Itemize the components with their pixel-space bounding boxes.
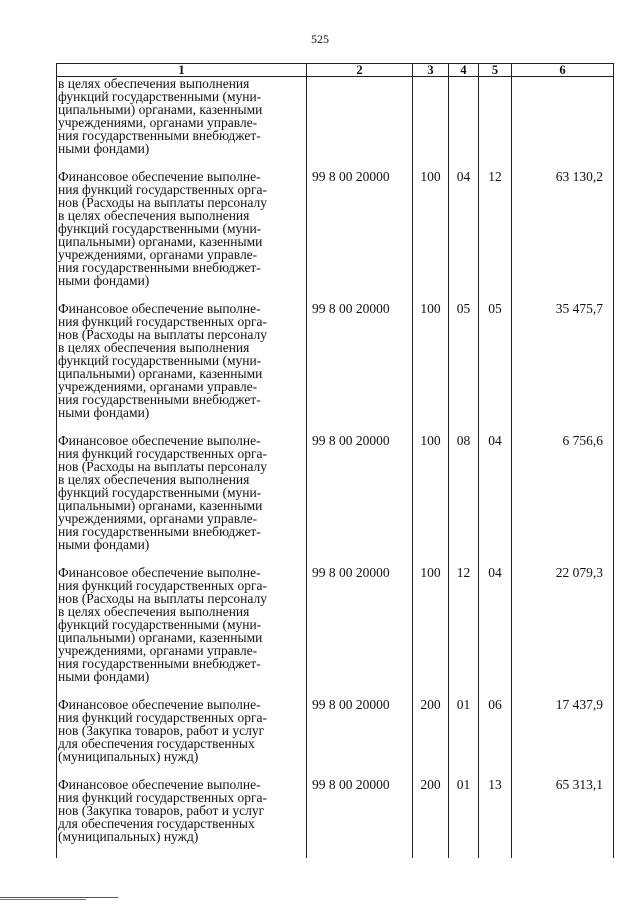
row-target-code: 99 8 00 20000 — [307, 566, 413, 698]
row-amount — [512, 77, 614, 171]
description-line: учреждениями, органами управле- — [58, 511, 258, 526]
description-line: нов (Расходы на выплаты персоналу — [58, 327, 267, 342]
description-line: ципальными) органами, казенными — [58, 630, 263, 645]
description-line: Финансовое обеспечение выполне- — [58, 777, 261, 792]
column-header-5: 5 — [479, 64, 512, 77]
row-expense-type: 100 — [413, 302, 449, 434]
description-line: ципальными) органами, казенными — [58, 366, 263, 381]
description-line: учреждениями, органами управле- — [58, 247, 258, 262]
table-row — [57, 170, 614, 302]
table-row — [57, 434, 614, 566]
row-expense-type: 100 — [413, 566, 449, 698]
description-line: (муниципальных) нужд) — [58, 749, 199, 764]
description-line: учреждениями, органами управле- — [58, 379, 258, 394]
description-line: нов (Расходы на выплаты персоналу — [58, 195, 267, 210]
description-line: для обеспечения государственных — [58, 816, 255, 831]
row-section: 04 — [449, 170, 479, 302]
description-line: ными фондами) — [58, 273, 150, 288]
row-description — [57, 302, 307, 434]
row-description — [57, 170, 307, 302]
row-section: 05 — [449, 302, 479, 434]
row-section: 01 — [449, 698, 479, 778]
description-line: нов (Закупка товаров, работ и услуг — [58, 803, 265, 818]
description-line: (муниципальных) нужд) — [58, 829, 199, 844]
row-subsection: 04 — [479, 434, 512, 566]
row-amount: 63 130,2 — [512, 170, 614, 302]
description-line: функций государственными (муни- — [58, 353, 262, 368]
description-line: ния государственными внебюджет- — [58, 656, 261, 671]
description-line: ния функций государственных орга- — [58, 710, 267, 725]
footer-rule — [0, 897, 118, 898]
column-header-4: 4 — [449, 64, 479, 77]
table-row — [57, 698, 614, 778]
description-line: в целях обеспечения выполнения — [58, 76, 250, 91]
description-line: ными фондами) — [58, 141, 150, 156]
row-expense-type: 200 — [413, 778, 449, 858]
row-target-code: 99 8 00 20000 — [307, 698, 413, 778]
row-expense-type: 200 — [413, 698, 449, 778]
footer-rule-secondary — [0, 899, 86, 900]
row-section: 01 — [449, 778, 479, 858]
row-subsection: 04 — [479, 566, 512, 698]
row-amount: 65 313,1 — [512, 778, 614, 858]
table-body — [57, 77, 614, 859]
description-line: ципальными) органами, казенными — [58, 498, 263, 513]
column-header-1: 1 — [57, 64, 307, 77]
page-number: 525 — [311, 32, 329, 46]
row-target-code: 99 8 00 20000 — [307, 170, 413, 302]
row-amount: 6 756,6 — [512, 434, 614, 566]
description-line: Финансовое обеспечение выполне- — [58, 301, 261, 316]
description-line: функций государственными (муни- — [58, 89, 262, 104]
description-line: ными фондами) — [58, 537, 150, 552]
row-amount: 17 437,9 — [512, 698, 614, 778]
table-row — [57, 302, 614, 434]
column-header-6: 6 — [512, 64, 614, 77]
row-amount: 22 079,3 — [512, 566, 614, 698]
row-description — [57, 77, 307, 171]
description-line: учреждениями, органами управле- — [58, 115, 258, 130]
description-line: ния функций государственных орга- — [58, 314, 267, 329]
description-line: в целях обеспечения выполнения — [58, 340, 250, 355]
row-target-code: 99 8 00 20000 — [307, 302, 413, 434]
table-row — [57, 778, 614, 858]
description-line: функций государственными (муни- — [58, 485, 262, 500]
description-line: функций государственными (муни- — [58, 221, 262, 236]
column-header-3: 3 — [413, 64, 449, 77]
table-header-row — [57, 64, 614, 77]
row-target-code: 99 8 00 20000 — [307, 434, 413, 566]
description-line: ния государственными внебюджет- — [58, 128, 261, 143]
description-line: учреждениями, органами управле- — [58, 643, 258, 658]
column-header-2: 2 — [307, 64, 413, 77]
description-line: Финансовое обеспечение выполне- — [58, 433, 261, 448]
row-section — [449, 77, 479, 171]
row-description — [57, 566, 307, 698]
row-target-code — [307, 77, 413, 171]
row-subsection: 13 — [479, 778, 512, 858]
row-expense-type: 100 — [413, 434, 449, 566]
description-line: ния государственными внебюджет- — [58, 524, 261, 539]
description-line: ния функций государственных орга- — [58, 578, 267, 593]
row-subsection: 12 — [479, 170, 512, 302]
row-target-code: 99 8 00 20000 — [307, 778, 413, 858]
row-subsection — [479, 77, 512, 171]
description-line: функций государственными (муни- — [58, 617, 262, 632]
table-row — [57, 566, 614, 698]
row-subsection: 05 — [479, 302, 512, 434]
description-line: нов (Расходы на выплаты персоналу — [58, 459, 267, 474]
description-line: для обеспечения государственных — [58, 736, 255, 751]
row-description — [57, 778, 307, 858]
budget-table — [56, 63, 614, 858]
description-line: ния функций государственных орга- — [58, 790, 267, 805]
row-section: 08 — [449, 434, 479, 566]
description-line: ния функций государственных орга- — [58, 182, 267, 197]
description-line: ния государственными внебюджет- — [58, 260, 261, 275]
table-row — [57, 77, 614, 171]
description-line: ными фондами) — [58, 669, 150, 684]
description-line: ными фондами) — [58, 405, 150, 420]
row-subsection: 06 — [479, 698, 512, 778]
row-expense-type — [413, 77, 449, 171]
row-section: 12 — [449, 566, 479, 698]
description-line: нов (Закупка товаров, работ и услуг — [58, 723, 265, 738]
description-line: в целях обеспечения выполнения — [58, 208, 250, 223]
description-line: ципальными) органами, казенными — [58, 234, 263, 249]
row-description — [57, 698, 307, 778]
description-line: ния функций государственных орга- — [58, 446, 267, 461]
description-line: ципальными) органами, казенными — [58, 102, 263, 117]
row-amount: 35 475,7 — [512, 302, 614, 434]
description-line: ния государственными внебюджет- — [58, 392, 261, 407]
description-line: в целях обеспечения выполнения — [58, 604, 250, 619]
description-line: нов (Расходы на выплаты персоналу — [58, 591, 267, 606]
description-line: в целях обеспечения выполнения — [58, 472, 250, 487]
description-line: Финансовое обеспечение выполне- — [58, 169, 261, 184]
row-expense-type: 100 — [413, 170, 449, 302]
description-line: Финансовое обеспечение выполне- — [58, 697, 261, 712]
row-description — [57, 434, 307, 566]
description-line: Финансовое обеспечение выполне- — [58, 565, 261, 580]
